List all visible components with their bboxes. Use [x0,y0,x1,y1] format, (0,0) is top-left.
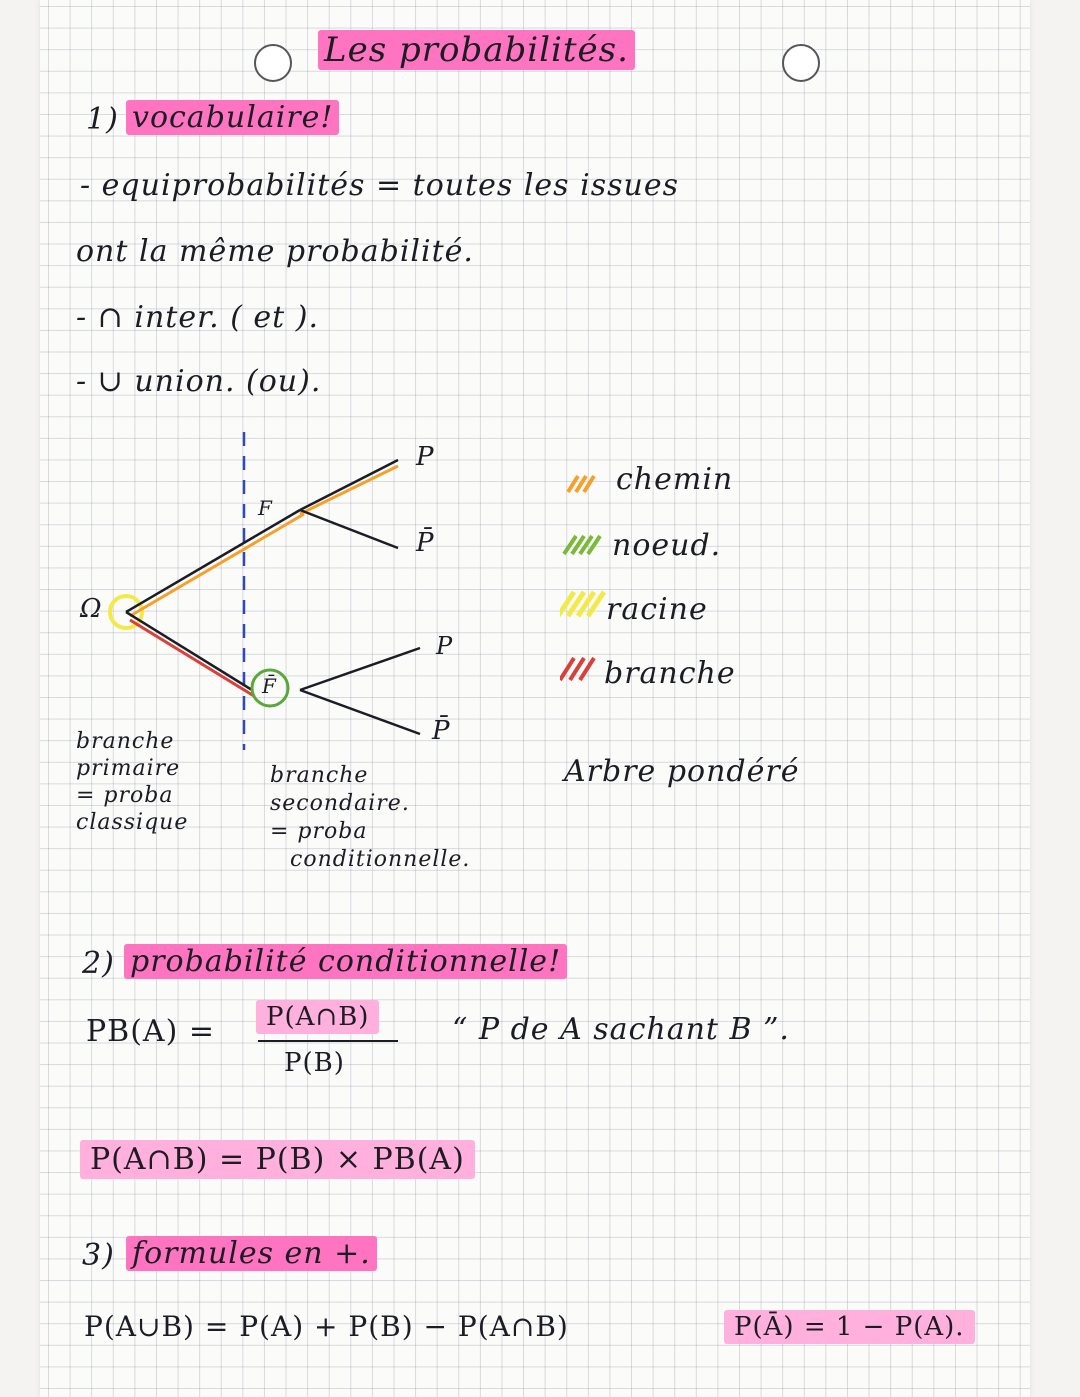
union-formula: P(A∪B) = P(A) + P(B) − P(A∩B) [84,1310,569,1343]
section3-heading: formules en +. [126,1236,377,1271]
legend-label-racine: racine [606,592,708,627]
legend-swatches [560,468,610,688]
legend-swatch-noeud [564,536,600,554]
section3-number: 3) [82,1238,115,1273]
secondary-branch-fbar-pbar [300,690,420,734]
secondary-branch-caption-1: branche [270,763,369,788]
vocab-line-same-probability: ont la même probabilité. [76,234,474,269]
secondary-branch-caption-2: secondaire. [270,791,410,816]
legend-swatch-chemin [568,476,594,492]
primary-branch-to-fbar [126,612,252,690]
multiplication-formula: P(A∩B) = P(B) × PB(A) [80,1140,475,1179]
tree-leaf-p2: P [436,632,454,660]
section2-heading: probabilité conditionnelle! [124,944,567,979]
secondary-branch-path [300,466,398,514]
legend-label-branche: branche [604,656,736,691]
vocab-line-union: - ∪ union. (ou). [76,364,322,399]
secondary-branch-f-p [300,460,398,510]
secondary-branch-caption-4: conditionnelle. [290,847,471,872]
tree-leaf-pbar1: P̄ [416,528,435,558]
tree-leaf-pbar2: P̄ [432,716,451,746]
complement-formula: P(Ā) = 1 − P(A). [724,1310,975,1344]
vocab-line-intersection: - ∩ inter. ( et ). [76,300,320,335]
primary-branch-caption-1: branche [76,729,175,754]
weighted-tree-caption: Arbre pondéré [564,754,800,789]
tree-root-omega: Ω [80,594,103,624]
primary-branch-path [130,514,304,616]
conditional-formula-lhs: PB(A) = [86,1014,215,1049]
tree-node-fbar: F̄ [262,674,277,698]
primary-branch-caption-2: primaire [76,756,181,781]
primary-branch-caption-4: classique [76,810,189,835]
secondary-branch-fbar-p [300,648,420,690]
conditional-formula-numerator: P(A∩B) [256,1000,379,1034]
vocab-line-equiprobability: - equiprobabilités = toutes les issues [80,168,679,203]
legend-swatch-racine [560,592,604,616]
legend-swatch-branche [560,658,594,680]
secondary-branch-caption-3: = proba [270,819,368,844]
legend-label-noeud: noeud. [612,528,722,563]
secondary-branch-f-pbar [300,510,398,548]
primary-branch-red [130,620,254,696]
legend-label-chemin: chemin [616,462,734,497]
section1-heading: vocabulaire! [126,100,339,135]
primary-branch-to-f [126,510,300,612]
primary-branch-caption-3: = proba [76,783,174,808]
tree-leaf-p1: P [416,442,435,472]
page-title: Les probabilités. [318,30,635,70]
tree-node-f: F [258,496,273,520]
fraction-bar [258,1040,398,1042]
section1-number: 1) [86,102,119,137]
conditional-formula-denominator: P(B) [284,1048,345,1078]
conditional-quote: “ P de A sachant B ”. [452,1012,790,1047]
section2-number: 2) [82,946,115,981]
